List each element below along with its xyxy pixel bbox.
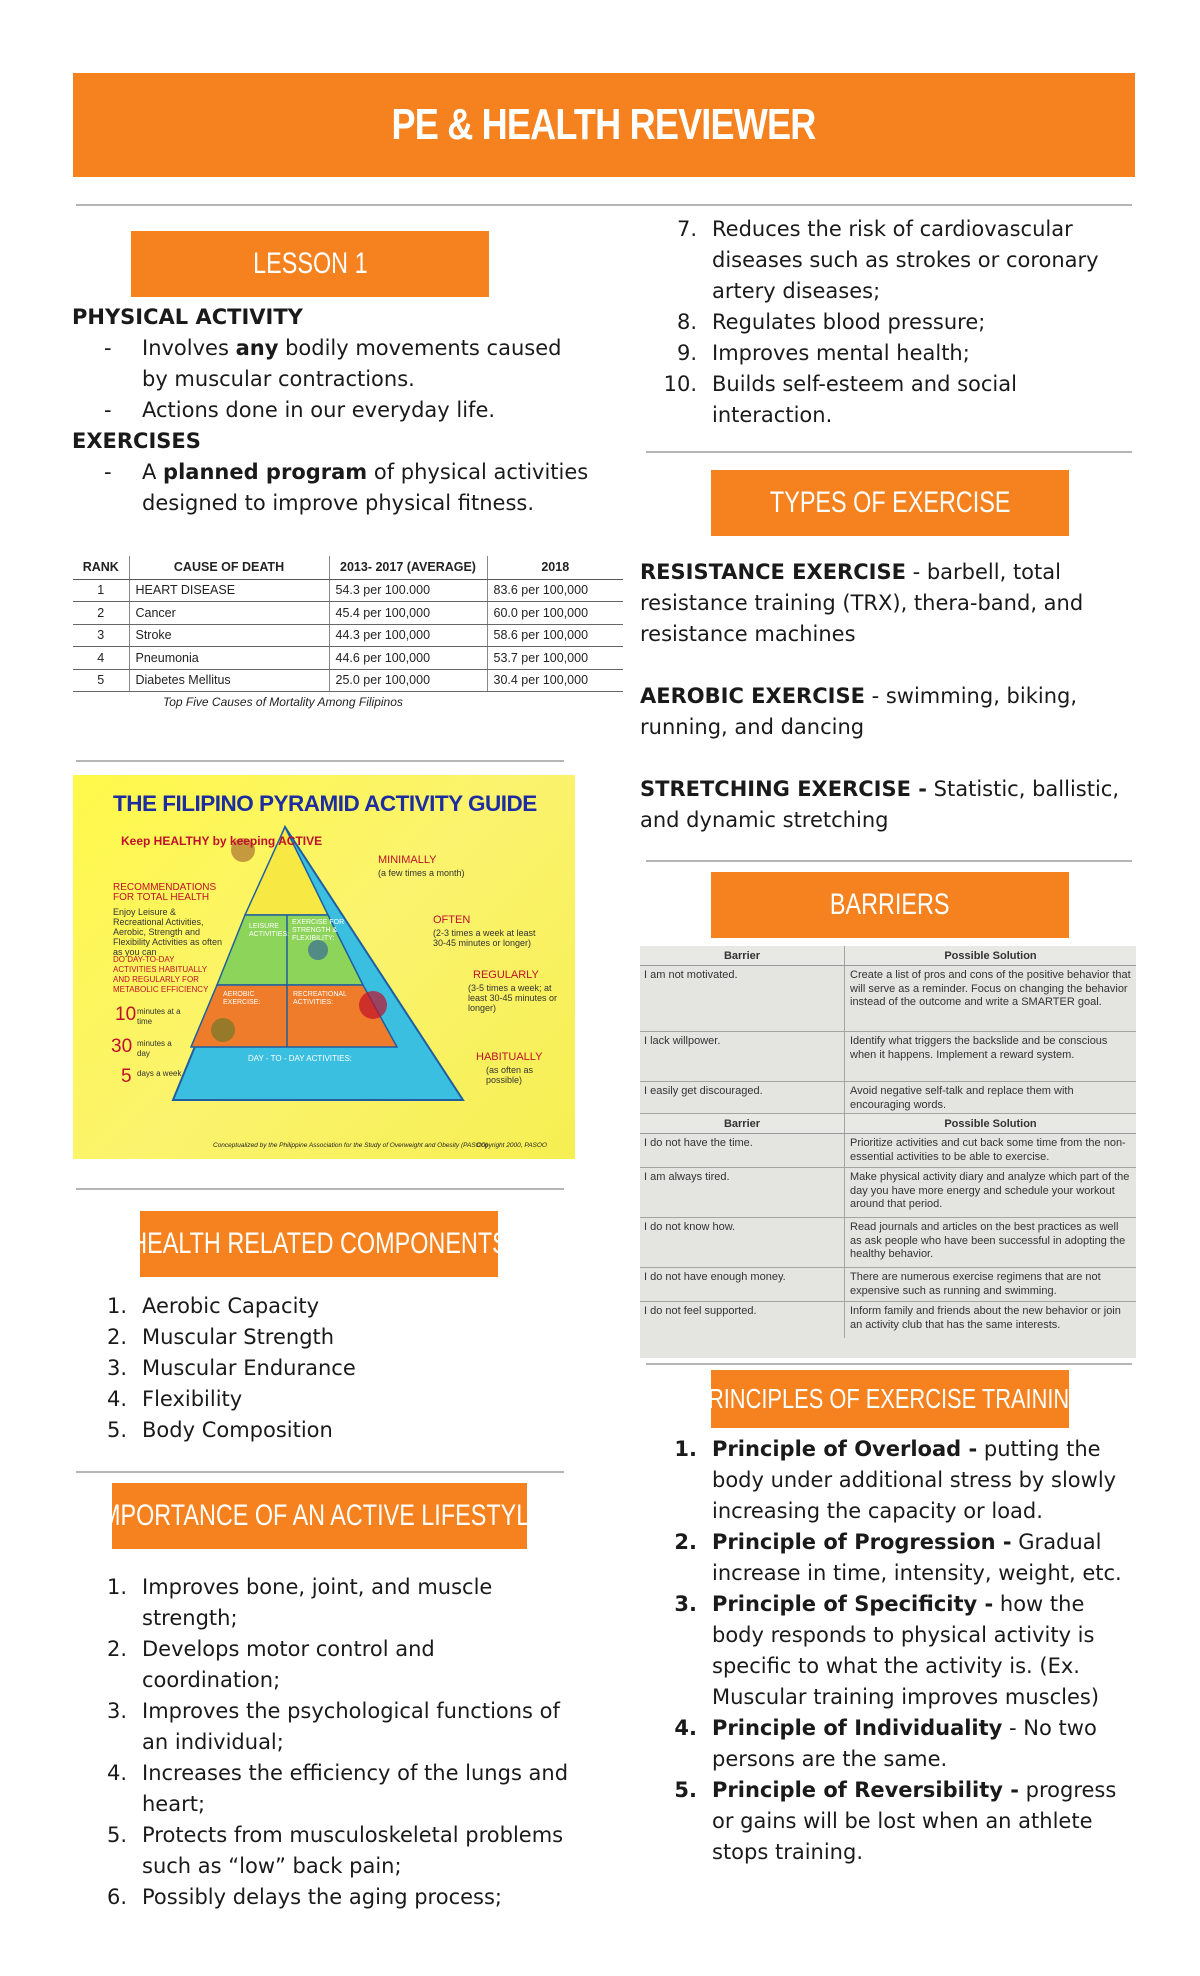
list-item: 1. Principle of Overload - putting the body under additional stress by slowly increasing the capacity or load.: [674, 1437, 1117, 1523]
divider: [76, 760, 564, 762]
list-item: - Actions done in our everyday life.: [72, 395, 592, 426]
barriers-table: [640, 946, 1136, 1358]
page-title: PE & HEALTH REVIEWER: [392, 100, 816, 149]
divider: [646, 860, 1132, 862]
list-item: 3. Muscular Endurance: [106, 1356, 356, 1380]
health-components-list: [72, 1291, 592, 1446]
list-item: 3. Improves the psychological functions of an individual;: [106, 1699, 560, 1754]
principles-section: [642, 1434, 1132, 1868]
table-row: 5 Diabetes Mellitus 25.0 per 100,000 30.4 per 100,000: [73, 669, 623, 692]
physical-activity-list: [72, 333, 592, 426]
table-row: I am not motivated. Create a list of pros and cons of the positive behavior that will serve as a reminder. Focus on changing the behavior instead of the outcome and write a SMARTER goal.: [640, 966, 1136, 1032]
table-row: 1 HEART DISEASE 54.3 per 100.000 83.6 per 100,000: [73, 579, 623, 602]
list-item: 2. Develops motor control and coordination;: [106, 1637, 435, 1692]
physical-activity-section: [72, 302, 592, 519]
table-row: I am always tired. Make physical activity diary and analyze which part of the day you have more energy and schedule your workout around that period.: [640, 1168, 1136, 1218]
regularly-label: REGULARLY: [473, 969, 539, 981]
table-row: I do not know how. Read journals and articles on the best practices as well as ask people who have been successful in adopting the healthy behavior.: [640, 1218, 1136, 1268]
principles-tag: PRINCIPLES OF EXERCISE TRAINING: [711, 1370, 1069, 1428]
list-item: 4. Flexibility: [106, 1387, 243, 1411]
figure-icon: [211, 1018, 235, 1042]
title-banner: [73, 73, 1135, 177]
habitually-sub: (as often as possible): [486, 1065, 534, 1085]
list-item: 2. Muscular Strength: [106, 1325, 335, 1349]
table-header: 2018: [487, 556, 623, 579]
table-header-row: Barrier Possible Solution: [640, 946, 1136, 966]
lesson-tag: LESSON 1: [131, 231, 489, 297]
table-header: 2013- 2017 (AVERAGE): [329, 556, 487, 579]
table-row: I do not feel supported. Inform family and friends about the new behavior or join an activity club that has the same interests.: [640, 1302, 1136, 1338]
figure-icon: [359, 991, 387, 1019]
num-10-text: minutes at a time: [137, 1007, 181, 1026]
pyramid-activity-guide-image: [73, 775, 575, 1159]
divider: [646, 1363, 1132, 1365]
principles-list: [642, 1434, 1132, 1868]
active-lifestyle-continued: [642, 214, 1122, 431]
mortality-table: [73, 556, 623, 720]
table-caption: Top Five Causes of Mortality Among Filipinos: [163, 695, 403, 709]
active-lifestyle-list-left: [72, 1572, 572, 1913]
num-10: 10: [115, 1004, 137, 1025]
list-item: 5. Body Composition: [106, 1418, 333, 1442]
health-components-section: [72, 1291, 592, 1446]
table-header-row: Barrier Possible Solution: [640, 1114, 1136, 1134]
active-lifestyle-tag: IMPORTANCE OF AN ACTIVE LIFESTYLE: [112, 1483, 527, 1549]
table-header: RANK: [73, 556, 129, 579]
table-row: 2 Cancer 45.4 per 100,000 60.0 per 100,000: [73, 602, 623, 625]
list-item: 3. Principle of Specificity - how the body responds to physical activity is specific to what the activity is. (Ex. Muscular training improves muscles): [674, 1592, 1100, 1709]
list-item: 8. Regulates blood pressure;: [676, 310, 986, 334]
health-components-tag: HEALTH RELATED COMPONENTS: [140, 1211, 498, 1277]
pyramid-footer: Conceptualized by the Philippine Association for the Study of Overweight and Obesity (PASOO): [213, 1142, 488, 1149]
flex-label: EXERCISE FOR STRENGTH & FLEXIBILITY:: [292, 919, 345, 942]
table-row: I easily get discouraged. Avoid negative self-talk and replace them with encouraging words.: [640, 1082, 1136, 1114]
table-row: I do not have the time. Prioritize activities and cut back some time from the non- essential activities to be able to exercise.: [640, 1134, 1136, 1168]
recommend-text: Enjoy Leisure & Recreational Activities, Aerobic, Strength and Flexibility Activities as often as you can: [113, 907, 223, 957]
pyramid-copyright: Copyright 2000, PASOO: [476, 1142, 547, 1149]
recommend-title: RECOMMENDATIONS FOR TOTAL HEALTH: [113, 882, 217, 903]
list-item: 2. Principle of Progression - Gradual increase in time, intensity, weight, etc.: [674, 1530, 1122, 1585]
physical-activity-heading: PHYSICAL ACTIVITY: [72, 305, 303, 329]
list-item: 10. Builds self-esteem and social interaction.: [663, 372, 1017, 427]
minimally-sub: (a few times a month): [378, 868, 465, 878]
pyramid-title: THE FILIPINO PYRAMID ACTIVITY GUIDE: [113, 791, 537, 816]
resistance-exercise: RESISTANCE EXERCISE - barbell, total resistance training (TRX), thera-band, and resistance machines: [640, 560, 1084, 646]
table-row: 3 Stroke 44.3 per 100,000 58.6 per 100,000: [73, 624, 623, 647]
divider: [76, 1188, 564, 1190]
list-item: 4. Increases the efficiency of the lungs and heart;: [106, 1761, 569, 1816]
often-sub: (2-3 times a week at least 30-45 minutes or longer): [433, 928, 536, 948]
aerobic-exercise: AEROBIC EXERCISE - swimming, biking, running, and dancing: [640, 684, 1078, 739]
habitually-label: HABITUALLY: [476, 1051, 543, 1063]
list-item: 1. Improves bone, joint, and muscle strength;: [106, 1575, 493, 1630]
list-item: 4. Principle of Individuality - No two persons are the same.: [674, 1716, 1097, 1771]
table-row: I do not have enough money. There are numerous exercise regimens that are not expensive such as running and swimming.: [640, 1268, 1136, 1302]
exercises-heading: EXERCISES: [72, 429, 201, 453]
num-30: 30: [111, 1036, 133, 1057]
barriers-tag: BARRIERS: [711, 872, 1069, 938]
regularly-sub: (3-5 times a week; at least 30-45 minutes or longer): [468, 983, 558, 1013]
num-5: 5: [121, 1066, 132, 1087]
day-to-day-label: DAY - TO - DAY ACTIVITIES:: [248, 1054, 353, 1063]
stretching-exercise: STRETCHING EXERCISE - Statistic, ballistic, and dynamic stretching: [640, 777, 1120, 832]
active-lifestyle-list-right: [642, 214, 1122, 431]
active-lifestyle-section: [72, 1572, 572, 1913]
list-item: - A planned program of physical activities designed to improve physical fitness.: [72, 457, 592, 519]
list-item: 5. Principle of Reversibility - progress or gains will be lost when an athlete stops training.: [674, 1778, 1117, 1864]
list-item: 5. Protects from musculoskeletal problems such as “low” back pain;: [106, 1823, 564, 1878]
recreational-label: RECREATIONAL ACTIVITIES:: [293, 991, 347, 1006]
often-label: OFTEN: [433, 914, 471, 926]
table-row: 4 Pneumonia 44.6 per 100,000 53.7 per 100,000: [73, 647, 623, 670]
leisure-label: LEISURE ACTIVITIES:: [249, 923, 290, 938]
aerobic-label: AEROBIC EXERCISE:: [223, 991, 261, 1006]
exercises-list: [72, 457, 592, 519]
do-daily-text: DO DAY-TO-DAY ACTIVITIES HABITUALLY AND REGULARLY FOR METABOLIC EFFICIENCY: [113, 955, 209, 994]
list-item: 1. Aerobic Capacity: [106, 1294, 320, 1318]
num-30-text: minutes a day: [137, 1039, 172, 1058]
pyramid-subtitle: Keep HEALTHY by keeping ACTIVE: [121, 834, 323, 848]
list-item: 7. Reduces the risk of cardiovascular diseases such as strokes or coronary artery diseases;: [676, 217, 1099, 303]
divider: [646, 451, 1132, 453]
figure-icon: [308, 940, 328, 960]
types-of-exercise-tag: TYPES OF EXERCISE: [711, 470, 1069, 536]
list-item: - Involves any bodily movements caused by muscular contractions.: [72, 333, 592, 395]
divider: [76, 1471, 564, 1473]
num-5-text: days a week: [137, 1069, 182, 1078]
table-row: I lack willpower. Identify what triggers the backslide and be conscious when it happens. Implement a reward system.: [640, 1032, 1136, 1082]
table-header: CAUSE OF DEATH: [129, 556, 329, 579]
divider: [76, 204, 1132, 206]
minimally-label: MINIMALLY: [378, 854, 437, 866]
list-item: 9. Improves mental health;: [676, 341, 970, 365]
list-item: 6. Possibly delays the aging process;: [106, 1885, 503, 1909]
types-of-exercise-section: [640, 557, 1130, 836]
